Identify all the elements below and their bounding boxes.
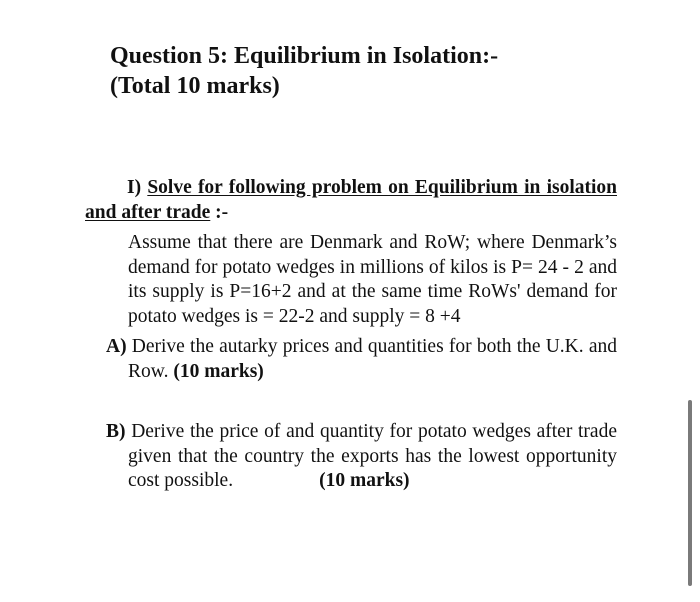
section-heading <box>85 176 617 225</box>
question-b-marks: (10 marks) <box>319 470 410 491</box>
section-heading-suffix: :- <box>210 201 229 223</box>
section-heading-text: Solve for following problem on Equilibrium in isolation and after trade <box>85 177 617 223</box>
question-a-label: A) <box>106 336 127 357</box>
question-a <box>85 335 617 384</box>
question-section <box>85 176 617 494</box>
question-b-text: Derive the price of and quantity for potato wedges after trade given that the country the exports has the lowest opportunity cost possible. <box>125 421 617 491</box>
question-title <box>110 41 498 101</box>
question-b-label: B) <box>106 421 126 442</box>
question-a-text: Derive the autarky prices and quantities for both the U.K. and Row. <box>126 336 617 382</box>
question-b <box>85 420 617 494</box>
question-title-line2: (Total 10 marks) <box>110 73 280 99</box>
problem-paragraph: Assume that there are Denmark and RoW; where Denmark’s demand for potato wedges in millions of kilos is P= 24 - 2 and its supply is P=16+2 and at the same time RoWs' demand for potato wedges is = 22-2 and supply = 8 +4 <box>128 232 617 327</box>
section-number: I) <box>127 177 142 198</box>
vertical-scrollbar[interactable] <box>688 400 692 586</box>
question-a-marks: (10 marks) <box>173 360 264 382</box>
question-title-line1: Question 5: Equilibrium in Isolation:- <box>110 43 499 69</box>
